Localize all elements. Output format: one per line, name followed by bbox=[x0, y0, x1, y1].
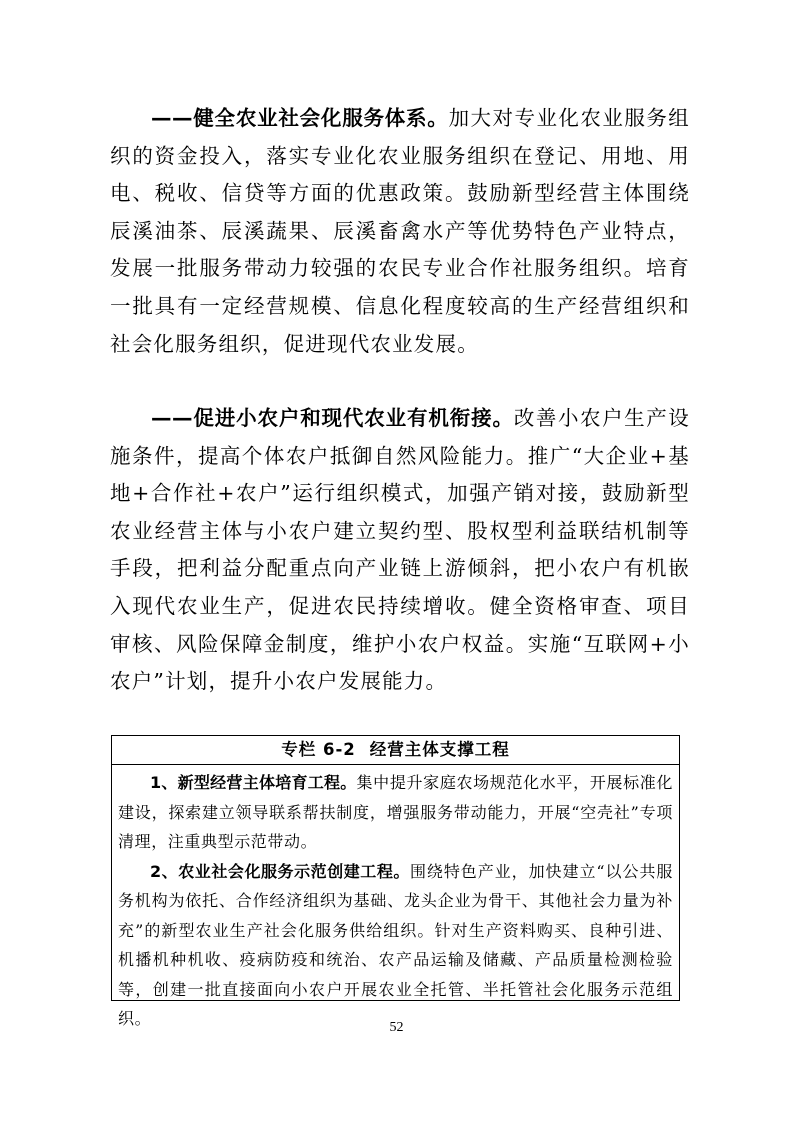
paragraph-body: 改善小农户生产设施条件，提高个体农户抵御自然风险能力。推广“大企业+基地+合作社+农户”运行组织模式，加强产销对接，鼓励新型农业经营主体与小农户建立契约型、股权型利益联结机制等手段，把利益分配重点向产业链上游倾斜，把小农户有机嵌入现代农业生产，促进农民持续增收。健全资格审查、项目审核、风险保障金制度，维护小农户权益。实施“互联网+小农户”计划，提升小农户发展能力。 bbox=[110, 406, 690, 694]
feature-box-number: 专栏 6-2 bbox=[281, 740, 356, 759]
feature-box-heading: 经营主体支撑工程 bbox=[369, 740, 510, 759]
paragraph-agri-service-system bbox=[110, 100, 690, 363]
feature-box-item-text: 围绕特色产业，加快建立“以公共服务机构为依托、合作经济组织为基础、龙头企业为骨干、其他社会力量为补充”的新型农业生产社会化服务供给组织。针对生产资料购买、良种引进、机播机种机收、疫病防疫和统治、农产品运输及储藏、产品质量检测检验等，创建一批直接面向小农户开展农业全托管、半托管社会化服务示范组织。 bbox=[118, 861, 673, 1028]
paragraph-smallholder-link bbox=[110, 400, 690, 701]
page-number: 52 bbox=[389, 1020, 404, 1035]
feature-box-item-text: 集中提升家庭农场规范化水平，开展标准化建设，探索建立领导联系帮扶制度，增强服务带动能力，开展“空壳社”专项清理，注重典型示范带动。 bbox=[118, 773, 673, 851]
feature-box-item bbox=[112, 857, 679, 1034]
feature-box-item bbox=[112, 768, 679, 857]
feature-box-item-heading: 1、新型经营主体培育工程。 bbox=[150, 773, 357, 792]
paragraph-heading: ——健全农业社会化服务体系。 bbox=[151, 106, 449, 130]
paragraph-body: 加大对专业化农业服务组织的资金投入，落实专业化农业服务组织在登记、用地、用电、税收、信贷等方面的优惠政策。鼓励新型经营主体围绕辰溪油茶、辰溪蔬果、辰溪畜禽水产等优势特色产业特点，发展一批服务带动力较强的农民专业合作社服务组织。培育一批具有一定经营规模、信息化程度较高的生产经营组织和社会化服务组织，促进现代农业发展。 bbox=[110, 106, 690, 356]
paragraph-heading: ——促进小农户和现代农业有机衔接。 bbox=[151, 406, 514, 430]
feature-box-title bbox=[112, 736, 679, 765]
feature-box-item-heading: 2、农业社会化服务示范创建工程。 bbox=[150, 861, 410, 881]
